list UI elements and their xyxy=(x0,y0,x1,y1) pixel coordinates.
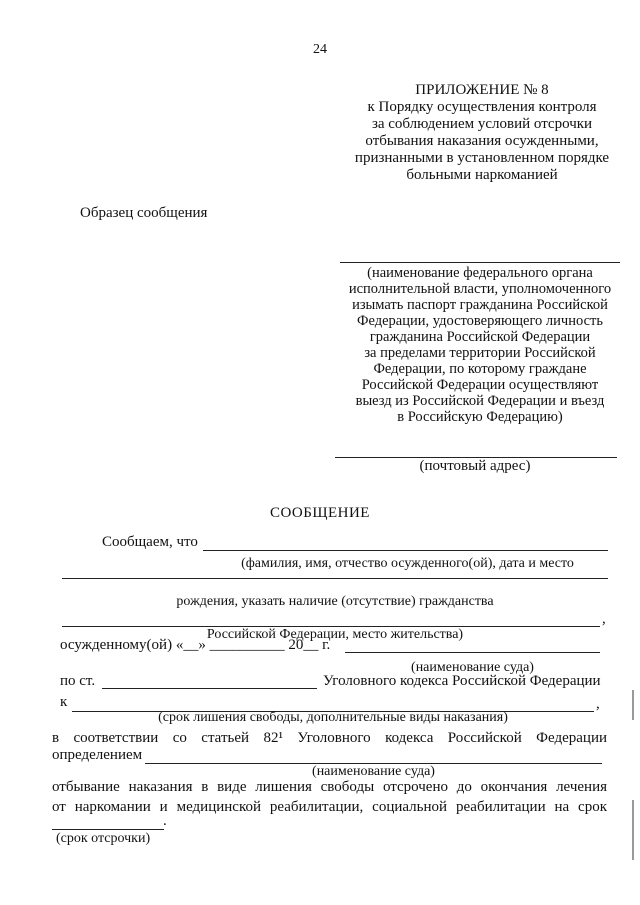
addressee-hint-line: (наименование федерального органа xyxy=(367,265,593,281)
fio-blank-line xyxy=(203,550,608,551)
article-blank-line xyxy=(102,688,317,689)
convicted-line: осужденному(ой) «__» __________ 20__ г. xyxy=(60,637,331,653)
inform-prefix: Сообщаем, что xyxy=(102,534,198,550)
hint-court: (наименование суда) xyxy=(411,660,534,675)
period-mark: . xyxy=(163,813,167,829)
k-prefix: к xyxy=(60,694,68,710)
appendix-line: за соблюдением условий отсрочки xyxy=(371,116,593,132)
deferral-text-2: от наркомании и медицинской реабилитации, социальной реабилитации на срок xyxy=(52,799,607,815)
appendix-title: ПРИЛОЖЕНИЕ № 8 xyxy=(415,82,549,98)
addressee-hint-line: гражданина Российской Федерации xyxy=(369,329,591,345)
addressee-blank-line xyxy=(340,262,620,263)
hint-term: (срок лишения свободы, дополнительные виды наказания) xyxy=(158,710,508,725)
birth-blank-line xyxy=(62,578,608,579)
addressee-hint-line: выезд из Российской Федерации и въезд xyxy=(355,393,605,409)
page-number: 24 xyxy=(313,42,327,57)
addressee-hint-line: Федерации, по которому граждане xyxy=(373,361,587,377)
sample-caption: Образец сообщения xyxy=(80,205,208,221)
addressee-hint-line: Российской Федерации осуществляют xyxy=(361,377,599,393)
scan-edge-mark xyxy=(632,800,634,860)
addressee-hint-line: Федерации, удостоверяющего личность xyxy=(357,313,603,329)
determination-label: определением xyxy=(52,747,143,763)
article-prefix: по ст. xyxy=(60,673,96,689)
comma: , xyxy=(596,696,600,712)
comma: , xyxy=(602,611,606,627)
appendix-line: признанными в установленном порядке xyxy=(354,150,610,166)
hint-residence: Российской Федерации, место жительства) xyxy=(206,627,464,642)
addressee-hint xyxy=(330,265,630,425)
addressee-hint-line: в Российскую Федерацию) xyxy=(397,409,563,425)
appendix-line: больными наркоманией xyxy=(406,167,558,183)
document-title: СООБЩЕНИЕ xyxy=(270,505,370,521)
appendix-line: к Порядку осуществления контроля xyxy=(367,99,597,115)
hint-fio: (фамилия, имя, отчество осужденного(ой), дата и место xyxy=(241,556,574,571)
postal-hint: (почтовый адрес) xyxy=(419,458,531,474)
hint-birth: рождения, указать наличие (отсутствие) гражданства xyxy=(176,594,494,609)
accordance-text: в соответствии со статьей 82¹ Уголовного кодекса Российской Федерации xyxy=(52,730,607,746)
article-suffix: Уголовного кодекса Российской Федерации xyxy=(323,673,601,689)
scan-edge-mark xyxy=(632,690,634,720)
convicted-blank-line xyxy=(345,652,600,653)
hint-deferral-term: (срок отсрочки) xyxy=(56,831,151,846)
deferral-term-blank-line xyxy=(52,829,164,830)
hint-court-2: (наименование суда) xyxy=(312,764,435,779)
deferral-text-1: отбывание наказания в виде лишения свободы отсрочено до окончания лечения xyxy=(52,779,607,795)
appendix-header xyxy=(352,82,612,184)
addressee-hint-line: исполнительной власти, уполномоченного xyxy=(348,281,612,297)
appendix-line: отбывания наказания осужденными, xyxy=(365,133,599,149)
addressee-hint-line: изымать паспорт гражданина Российской xyxy=(352,297,608,313)
addressee-hint-line: за пределами территории Российской xyxy=(364,345,596,361)
